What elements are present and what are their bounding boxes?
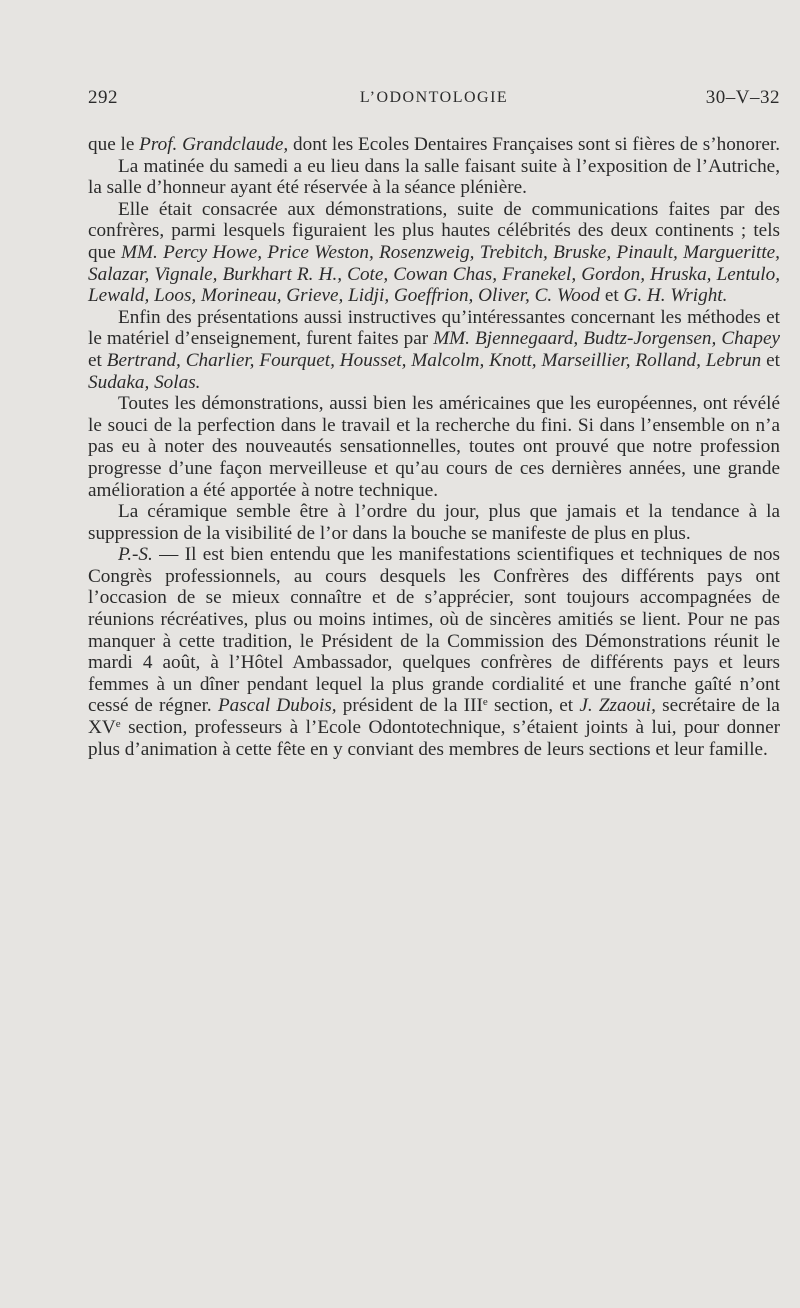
italic-run: Bertrand, Charlier, Fourquet, Housset, Malcolm, Knott, Marseillier, Rolland, Lebrun bbox=[106, 349, 762, 371]
text-run: section, et bbox=[487, 695, 580, 717]
superscript: e bbox=[115, 718, 121, 731]
text-run: président de la III bbox=[336, 695, 483, 717]
paragraph bbox=[88, 307, 780, 393]
text-run: — Il est bien entendu que les manifestations scientifiques et techniques de nos Congrès professionnels, au cours desquels les Confrères des différents pays ont l’occasion de se mieux connaître et de s’apprécier, sont toujours accompagnées de réunions récréatives, plus ou moins intimes, où de sincères amitiés se lient. Pour ne pas manquer à cette tradition, le Président de la Commission des Démonstrations réunit le mardi 4 août, à l’Hôtel Ambassador, quelques confrères de différents pays et leurs femmes à un dîner pendant lequel la plus grande cordialité et une franche gaîté n’ont cessé de régner. bbox=[88, 544, 780, 717]
italic-run: Sudaka, Solas. bbox=[88, 371, 201, 393]
paragraph bbox=[88, 501, 780, 544]
italic-run: Pascal Dubois, bbox=[217, 695, 337, 717]
text-run: Enfin des présentations aussi instructives qu’intéressantes concernant les méthodes et le matériel d’enseignement, furent faites par bbox=[88, 306, 780, 350]
journal-title: L’ODONTOLOGIE bbox=[359, 89, 509, 106]
text-run: La céramique semble être à l’ordre du jour, plus que jamais et la tendance à la suppression de la visibilité de l’or dans la bouche se manifeste de plus en plus. bbox=[88, 501, 780, 544]
italic-run: Prof. Grandclaude, bbox=[139, 134, 289, 155]
superscript: e bbox=[482, 696, 488, 709]
paragraph bbox=[88, 393, 780, 501]
italic-run: MM. Bjennegaard, Budtz-Jorgensen, Chapey bbox=[433, 328, 780, 350]
running-header bbox=[88, 87, 780, 113]
text-run: et bbox=[600, 285, 624, 307]
paragraph bbox=[88, 199, 780, 307]
text-run: et bbox=[761, 349, 781, 371]
italic-run: MM. Percy Howe, Price Weston, Rosenzweig, Trebitch, Bruske, Pinault, Margueritte, Salazar, Vignale, Burkhart R. H., Cote, Cowan Chas, Franekel, Gordon, Hruska, Lentulo, Lewald, Loos, Morineau, Grieve, Lidji, Goeffrion, Oliver, C. Wood bbox=[88, 241, 780, 307]
paragraph bbox=[88, 544, 780, 760]
text-run: dont les Ecoles Dentaires Françaises sont si fières de s’honorer. bbox=[288, 134, 781, 155]
italic-run: P.-S. bbox=[118, 544, 153, 566]
text-run: section, professeurs à l’Ecole Odontotechnique, s’étaient joints à lui, pour donner plus d’animation à cette fête en y conviant des membres de leurs sections et leur famille. bbox=[88, 717, 780, 760]
text-run: secrétaire de la XV bbox=[88, 695, 780, 739]
paragraph bbox=[88, 156, 780, 199]
text-run: et bbox=[88, 349, 107, 371]
text-run: Elle était consacrée aux démonstrations, suite de communications faites par des confrères, parmi lesquels figuraient les plus hautes célébrités des deux continents ; tels que bbox=[88, 198, 780, 263]
text-run: Toutes les démonstrations, aussi bien les américaines que les européennes, ont révélé le souci de la perfection dans le travail et la recherche du fini. Si dans l’ensemble on n’a pas eu à noter des nouveautés sensationnelles, toutes ont prouvé que notre profession progresse d’une façon merveilleuse et qu’au cours de ces dernières années, une grande amélioration a été apportée à notre technique. bbox=[88, 393, 780, 501]
italic-run: J. Zzaoui, bbox=[579, 695, 656, 717]
text-run: La matinée du samedi a eu lieu dans la salle faisant suite à l’exposition de l’Autriche, la salle d’honneur ayant été réservée à la séance plénière. bbox=[88, 155, 780, 199]
text-run: que le bbox=[88, 134, 140, 155]
issue-date: 30–V–32 bbox=[705, 87, 780, 108]
article-body bbox=[88, 134, 780, 760]
page-number: 292 bbox=[88, 87, 118, 108]
paragraph bbox=[88, 134, 780, 156]
italic-run: G. H. Wright. bbox=[623, 285, 728, 307]
